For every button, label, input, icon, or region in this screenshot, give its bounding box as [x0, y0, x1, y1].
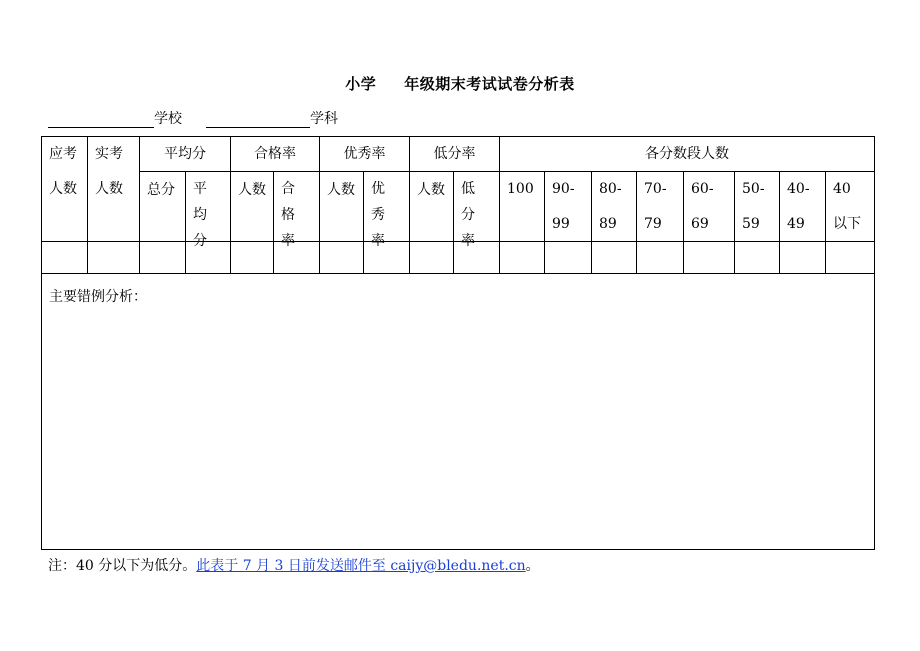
header-pass-rate: 合格率 [231, 137, 320, 172]
header-ying-kao: 应考 人数 [42, 137, 88, 242]
school-blank[interactable] [48, 112, 154, 128]
entry-cell[interactable] [140, 242, 186, 274]
entry-cell[interactable] [637, 242, 684, 274]
school-label: 学校 [154, 111, 182, 127]
sub-pass-rate: 合格 率 [274, 172, 320, 242]
entry-cell[interactable] [500, 242, 545, 274]
entry-cell[interactable] [545, 242, 592, 274]
entry-cell[interactable] [780, 242, 826, 274]
band-40-49: 40- 49 [780, 172, 826, 242]
entry-cell[interactable] [88, 242, 140, 274]
sub-low-rate: 低分 率 [454, 172, 500, 242]
error-analysis-cell[interactable] [42, 274, 875, 550]
header-low-rate: 低分率 [410, 137, 500, 172]
band-50-59: 50- 59 [735, 172, 780, 242]
note-prefix: 注：40 分以下为低分。 [48, 558, 197, 574]
data-entry-row [42, 242, 875, 274]
header-excellent-rate: 优秀率 [320, 137, 410, 172]
subject-blank[interactable] [206, 112, 310, 128]
entry-cell[interactable] [231, 242, 274, 274]
footnote [48, 555, 540, 575]
entry-cell[interactable] [410, 242, 454, 274]
sub-excellent-rate: 优秀 率 [364, 172, 410, 242]
error-analysis-label: 主要错例分析： [49, 289, 147, 305]
header-shi-kao: 实考 人数 [88, 137, 140, 242]
band-80-89: 80- 89 [592, 172, 637, 242]
sub-pass-count: 人数 [231, 172, 274, 242]
note-suffix: 。 [525, 558, 540, 574]
entry-cell[interactable] [592, 242, 637, 274]
entry-cell[interactable] [320, 242, 364, 274]
band-90-99: 90- 99 [545, 172, 592, 242]
band-below-40: 40 以下 [826, 172, 875, 242]
sub-low-count: 人数 [410, 172, 454, 242]
analysis-table [41, 136, 875, 550]
sub-total: 总分 [140, 172, 186, 242]
band-100: 100 [500, 172, 545, 242]
page-title [0, 73, 920, 94]
header-average: 平均分 [140, 137, 231, 172]
header-score-bands: 各分数段人数 [500, 137, 875, 172]
entry-cell[interactable] [684, 242, 735, 274]
band-70-79: 70- 79 [637, 172, 684, 242]
sub-excellent-count: 人数 [320, 172, 364, 242]
title-part-1: 小学 [345, 75, 377, 93]
email-link[interactable]: 此表于 7 月 3 日前发送邮件至 caijy@bledu.net.cn [196, 558, 526, 574]
subject-label: 学科 [310, 111, 338, 127]
school-subject-line [48, 108, 338, 128]
entry-cell[interactable] [826, 242, 875, 274]
band-60-69: 60- 69 [684, 172, 735, 242]
entry-cell[interactable] [735, 242, 780, 274]
sub-average: 平均 分 [186, 172, 231, 242]
title-part-2: 年级期末考试试卷分析表 [404, 75, 575, 93]
entry-cell[interactable] [42, 242, 88, 274]
